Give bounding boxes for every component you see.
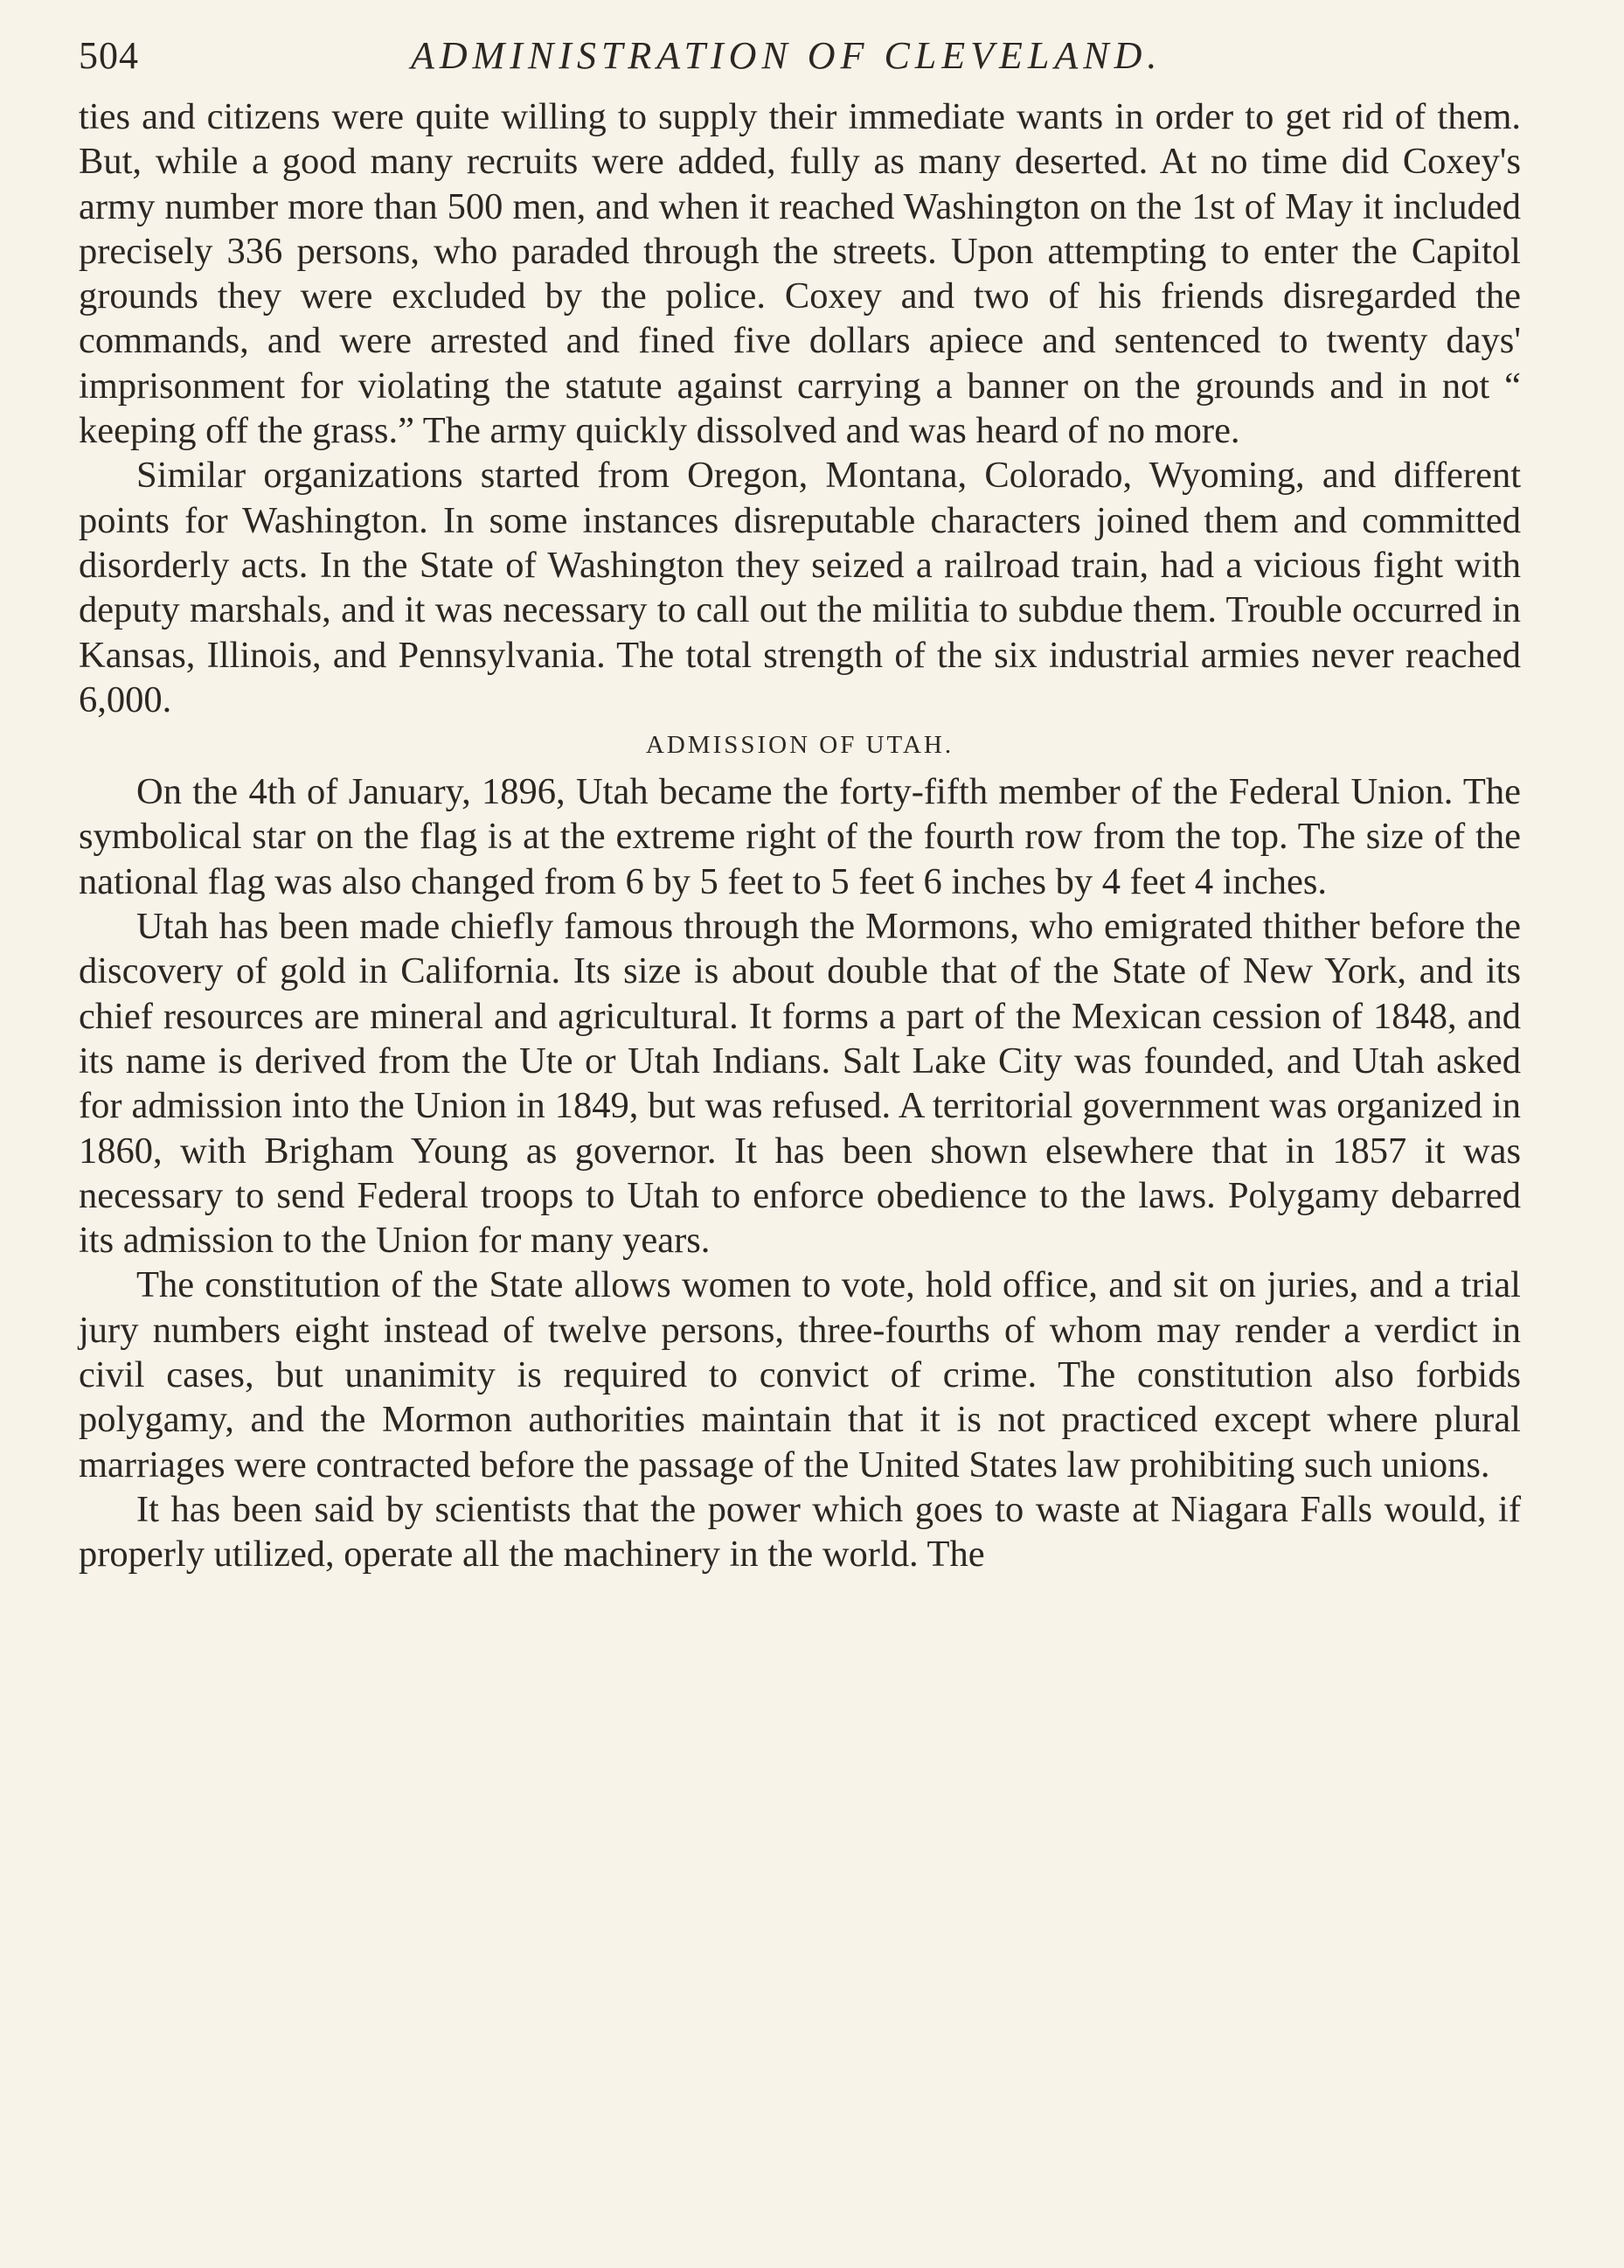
paragraph-utah-admission: On the 4th of January, 1896, Utah became the forty-fifth member of the Federal Union. The symbolical star on the flag is at the extreme right of the fourth row from the top. The size of the national flag was also changed from 6 by 5 feet to 5 feet 6 inches by 4 feet 4 inches.: [79, 771, 1521, 902]
running-title: ADMINISTRATION OF CLEVELAND.: [411, 34, 1162, 77]
paragraph-niagara-falls: It has been said by scientists that the power which goes to waste at Niagara Falls would, if properly utilized, operate all the machinery in the world. The: [79, 1488, 1521, 1576]
body-text: [79, 94, 1521, 1577]
section-heading-admission-of-utah: ADMISSION OF UTAH.: [645, 731, 954, 760]
book-page: [79, 24, 1521, 1577]
paragraph-utah-mormons: Utah has been made chiefly famous through the Mormons, who emigrated thither before the discovery of gold in California. Its size is about double that of the State of New York, and its chief resources are mineral and agricultural. It forms a part of the Mexican cession of 1848, and its name is derived from the Ute or Utah Indians. Salt Lake City was founded, and Utah asked for admission into the Union in 1849, but was refused. A territorial government was organized in 1860, with Brigham Young as governor. It has been shown elsewhere that in 1857 it was necessary to send Federal troops to Utah to enforce obedience to the laws. Polygamy debarred its admission to the Union for many years.: [79, 906, 1521, 1262]
paragraph-coxey-army: ties and citizens were quite willing to supply their immediate wants in order to get rid of them. But, while a good many recruits were added, fully as many deserted. At no time did Coxey's army number more than 500 men, and when it reached Washington on the 1st of May it included precisely 336 persons, who paraded through the streets. Upon attempting to enter the Capitol grounds they were excluded by the police. Coxey and two of his friends disregarded the commands, and were arrested and fined five dollars apiece and sentenced to twenty days' imprisonment for violating the statute against carrying a banner on the grounds and in not “ keeping off the grass.” The army quickly dissolved and was heard of no more.: [79, 96, 1521, 452]
page-number: 504: [79, 34, 139, 77]
running-head: [79, 24, 1521, 94]
paragraph-utah-constitution: The constitution of the State allows women to vote, hold office, and sit on juries, and a trial jury numbers eight instead of twelve persons, three-fourths of whom may render a verdict in civil cases, but unanimity is required to convict of crime. The constitution also forbids polygamy, and the Mormon authorities maintain that it is not practiced except where plural marriages were contracted before the passage of the United States law prohibiting such unions.: [79, 1264, 1521, 1485]
paragraph-similar-organizations: Similar organizations started from Oregon, Montana, Colorado, Wyoming, and different points for Washington. In some instances disreputable characters joined them and committed disorderly acts. In the State of Washington they seized a railroad train, had a vicious fight with deputy marshals, and it was necessary to call out the militia to subdue them. Trouble occurred in Kansas, Illinois, and Pennsylvania. The total strength of the six industrial armies never reached 6,000.: [79, 455, 1521, 720]
